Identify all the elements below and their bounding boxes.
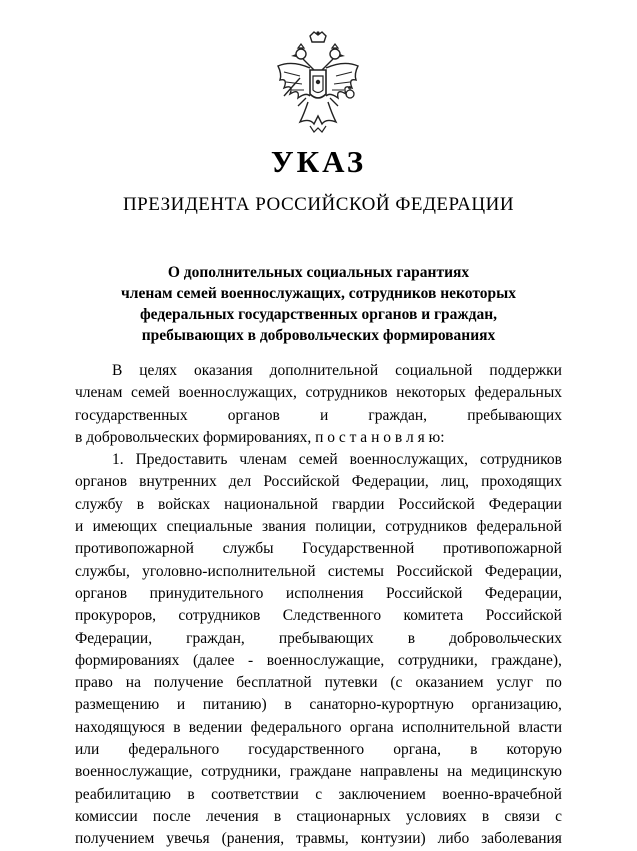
word: пребывающих xyxy=(278,629,374,647)
word: уголовно-исполнительной xyxy=(142,562,316,580)
word: специальные xyxy=(166,518,253,536)
word: с xyxy=(315,785,323,803)
word: (с xyxy=(390,674,403,692)
word: Предоставить xyxy=(135,451,228,469)
word: заболевания xyxy=(481,830,562,848)
word: граждан, xyxy=(186,629,245,647)
document-issuer: ПРЕЗИДЕНТА РОССИЙСКОЙ ФЕДЕРАЦИИ xyxy=(122,194,515,215)
word: семей xyxy=(298,451,338,469)
text-line xyxy=(75,583,562,605)
word: Федерации, xyxy=(75,629,153,647)
word: в xyxy=(407,629,416,647)
word: Российской xyxy=(398,495,475,513)
text-line xyxy=(75,405,562,427)
word: в xyxy=(187,785,195,803)
word: Государственной xyxy=(302,540,415,558)
word: сотрудники, xyxy=(397,651,478,669)
word: Российской xyxy=(263,473,340,491)
text-line xyxy=(75,494,562,516)
preamble-paragraph xyxy=(75,360,562,449)
text-line xyxy=(75,784,562,806)
word: в xyxy=(284,696,292,714)
word: принудительного xyxy=(149,584,264,602)
text-line xyxy=(75,427,562,449)
word: сотрудников xyxy=(178,607,261,625)
word: В xyxy=(112,362,123,379)
text-line xyxy=(75,672,562,694)
word: направлены xyxy=(360,763,439,781)
word: органа, xyxy=(393,741,442,759)
word: право xyxy=(75,674,113,692)
word: которую xyxy=(506,741,562,759)
word: бесплатной xyxy=(236,674,312,692)
word: Российской xyxy=(386,584,463,602)
word: граждане xyxy=(289,763,352,781)
word: размещению xyxy=(75,696,160,714)
document-title: УКАЗ xyxy=(270,144,367,179)
word: проходящих xyxy=(481,473,562,491)
word: увечья xyxy=(166,830,210,848)
text-line xyxy=(75,538,562,560)
word: федерального xyxy=(250,718,342,736)
word: оказания xyxy=(193,362,253,379)
text-line xyxy=(75,761,562,783)
word: национальной xyxy=(224,495,319,513)
word: 1. xyxy=(112,451,124,469)
word: контузии) xyxy=(360,830,426,848)
heading-line: пребывающих в добровольческих формированиях xyxy=(141,327,496,344)
word: исполнения xyxy=(285,584,364,602)
word: дополнительной xyxy=(269,362,379,379)
text-line xyxy=(75,828,562,850)
heading-line: членам семей военнослужащих, сотрудников некоторых xyxy=(121,285,516,302)
heading-line: О дополнительных социальных гарантиях xyxy=(167,264,470,281)
word: Российской xyxy=(396,562,473,580)
text-line xyxy=(75,449,562,471)
word: военнослужащих, xyxy=(349,451,468,469)
word: и xyxy=(75,518,84,536)
word: стационарных xyxy=(296,807,391,825)
word: - xyxy=(248,651,254,669)
word: органов xyxy=(75,584,128,602)
word: соответствии xyxy=(211,785,299,803)
word: Федерации xyxy=(488,495,562,513)
word: в xyxy=(481,807,490,825)
text-line xyxy=(75,516,562,538)
word: после xyxy=(152,807,191,825)
word: оказанием xyxy=(415,674,484,692)
word: полиции, xyxy=(315,518,376,536)
word: в xyxy=(470,741,478,759)
word: Российской xyxy=(485,607,562,625)
word: находящуюся xyxy=(75,718,165,736)
word: условиях xyxy=(406,807,467,825)
clause-1-paragraph xyxy=(75,449,562,850)
word: сотрудников xyxy=(305,384,388,402)
word: на xyxy=(447,763,463,781)
text-line xyxy=(75,717,562,739)
word: органа xyxy=(349,718,394,736)
word: сотрудники, xyxy=(201,763,282,781)
text-line xyxy=(75,605,562,627)
word: звания xyxy=(261,518,306,536)
word: государственных xyxy=(75,406,188,424)
word: формированиях xyxy=(75,651,180,669)
word: услуг xyxy=(496,674,533,692)
word: получением xyxy=(75,830,155,848)
text-line xyxy=(75,360,562,382)
word: прокуроров, xyxy=(75,607,157,625)
word: федеральной xyxy=(476,518,562,536)
decree-heading xyxy=(70,262,567,346)
text-line xyxy=(75,471,562,493)
word: в xyxy=(136,495,145,513)
word: в xyxy=(173,718,181,736)
word: исполнительной xyxy=(401,718,511,736)
word: военнослужащие, xyxy=(75,763,193,781)
word: питанию) xyxy=(202,696,267,714)
word: семей xyxy=(131,384,170,402)
word: с xyxy=(555,807,562,825)
line-text: в добровольческих формированиях, п о с т а н о в л я ю: xyxy=(75,428,445,446)
word: целях xyxy=(139,362,178,379)
word: сотрудников xyxy=(385,518,468,536)
word: комитета xyxy=(403,607,464,625)
word: (ранения, xyxy=(221,830,285,848)
text-line xyxy=(75,382,562,404)
word: военно-врачебной xyxy=(442,785,562,803)
word: связи xyxy=(504,807,540,825)
word: или xyxy=(75,741,100,759)
word: военнослужащих, xyxy=(178,384,297,402)
text-line xyxy=(75,806,562,828)
word: службу xyxy=(75,495,123,513)
word: внутренних xyxy=(139,473,217,491)
word: путевки xyxy=(324,674,378,692)
decree-body xyxy=(75,360,562,851)
word: федерального xyxy=(128,741,220,759)
word: Следственного xyxy=(282,607,382,625)
text-line xyxy=(75,561,562,583)
word: системы xyxy=(327,562,384,580)
word: лечения xyxy=(206,807,259,825)
text-line xyxy=(75,739,562,761)
word: заключением xyxy=(338,785,426,803)
word: медицинскую xyxy=(470,763,562,781)
word: санаторно-курортную xyxy=(309,696,454,714)
word: военнослужащие, xyxy=(266,651,385,669)
word: граждане), xyxy=(491,651,562,669)
word: имеющих xyxy=(92,518,158,536)
word: противопожарной xyxy=(443,540,562,558)
russian-coat-of-arms-icon xyxy=(270,30,366,140)
word: противопожарной xyxy=(75,540,194,558)
word: лиц, xyxy=(440,473,470,491)
word: Федерации, xyxy=(484,584,562,602)
word: ведении xyxy=(188,718,243,736)
word: на xyxy=(125,674,141,692)
text-line xyxy=(75,694,562,716)
word: Федерации, xyxy=(484,562,562,580)
word: членам xyxy=(75,384,123,402)
word: добровольческих xyxy=(449,629,562,647)
word: организацию, xyxy=(471,696,562,714)
word: (далее xyxy=(192,651,235,669)
text-line xyxy=(75,650,562,672)
word: войсках xyxy=(158,495,211,513)
text-line xyxy=(75,628,562,650)
word: службы, xyxy=(75,562,130,580)
word: сотрудников xyxy=(479,451,562,469)
word: и xyxy=(176,696,186,714)
heading-line: федеральных государственных органов и граждан, xyxy=(139,306,498,323)
word: комиссии xyxy=(75,807,138,825)
word: травмы, xyxy=(296,830,349,848)
word: Федерации, xyxy=(351,473,429,491)
word: власти xyxy=(518,718,562,736)
word: членам xyxy=(239,451,287,469)
word: федеральных xyxy=(474,384,562,402)
word: социальной xyxy=(395,362,473,379)
word: либо xyxy=(437,830,470,848)
word: в xyxy=(273,807,282,825)
word: государственного xyxy=(248,741,365,759)
word: дел xyxy=(228,473,252,491)
word: поддержки xyxy=(489,362,562,379)
word: гвардии xyxy=(332,495,385,513)
word: органов xyxy=(75,473,128,491)
word: граждан, xyxy=(368,406,428,424)
word: и xyxy=(319,406,329,424)
word: получение xyxy=(153,674,224,692)
word: некоторых xyxy=(396,384,466,402)
word: службы xyxy=(222,540,274,558)
word: реабилитацию xyxy=(75,785,171,803)
word: органов xyxy=(227,406,280,424)
word: по xyxy=(545,674,562,692)
word: пребывающих xyxy=(467,406,562,424)
